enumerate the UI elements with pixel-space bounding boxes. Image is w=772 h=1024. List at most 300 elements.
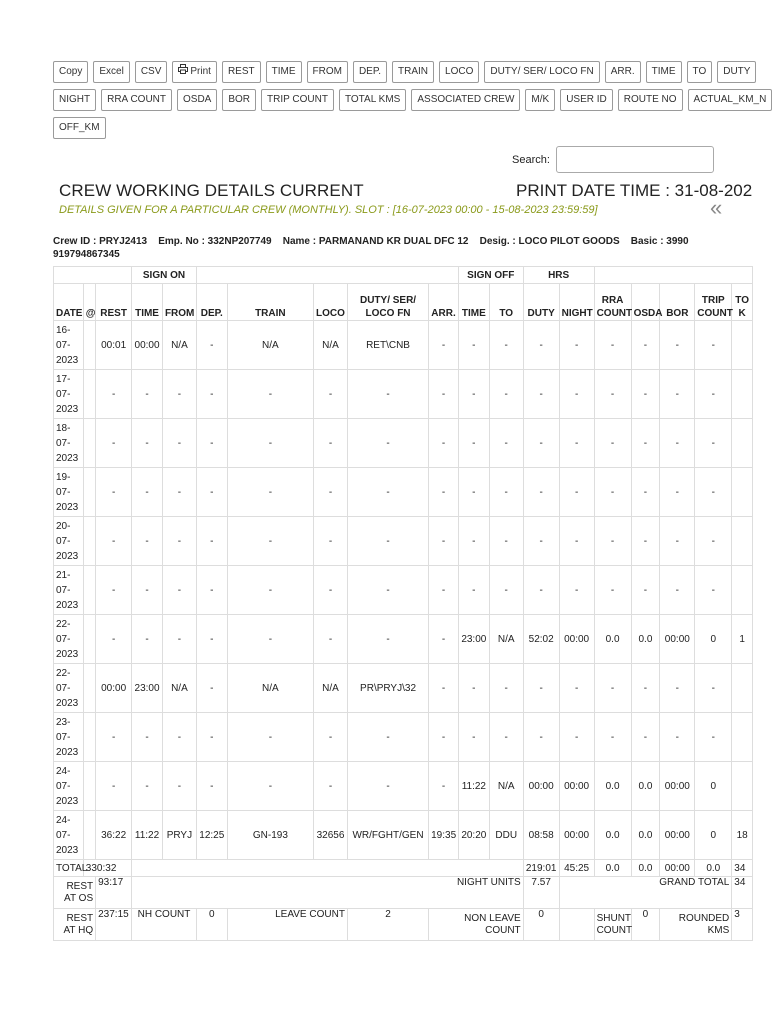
table-cell: 00:00 <box>559 811 594 860</box>
table-cell: N/A <box>314 664 348 713</box>
table-cell: N/A <box>162 321 196 370</box>
table-cell <box>732 713 753 762</box>
table-cell: 00:00 <box>660 762 695 811</box>
table-cell: 00:01 <box>96 321 132 370</box>
table-cell: 1 <box>732 615 753 664</box>
table-cell: - <box>523 419 559 468</box>
table-cell: - <box>196 517 227 566</box>
table-cell: N/A <box>162 664 196 713</box>
table-cell: - <box>594 468 631 517</box>
table-cell <box>83 321 95 370</box>
table-cell: 0.0 <box>594 615 631 664</box>
button-label: TRIP COUNT <box>267 94 328 105</box>
table-cell: - <box>458 321 489 370</box>
table-cell: - <box>660 419 695 468</box>
actual-km-n-button[interactable] <box>688 89 772 111</box>
column-header[interactable]: @ <box>83 284 95 321</box>
button-label: TOTAL KMS <box>344 94 401 105</box>
table-cell: 0.0 <box>594 811 631 860</box>
nh-count-value: 0 <box>196 909 227 941</box>
table-row <box>54 713 753 762</box>
bor-button[interactable] <box>222 89 256 111</box>
table-cell <box>83 566 95 615</box>
table-cell: - <box>489 664 523 713</box>
table-cell: 11:22 <box>132 811 163 860</box>
table-cell: - <box>559 321 594 370</box>
table-cell: - <box>132 468 163 517</box>
button-label: OFF_KM <box>59 122 100 133</box>
arr-button[interactable] <box>605 61 641 83</box>
table-cell: - <box>314 713 348 762</box>
table-cell: - <box>523 321 559 370</box>
button-label: DUTY <box>723 66 751 77</box>
table-cell: - <box>429 517 459 566</box>
table-cell: - <box>559 468 594 517</box>
table-cell: N/A <box>489 762 523 811</box>
table-cell: - <box>347 370 428 419</box>
table-row <box>54 615 753 664</box>
table-cell: - <box>347 419 428 468</box>
dep-button[interactable] <box>353 61 387 83</box>
table-cell: 00:00 <box>660 811 695 860</box>
table-cell: - <box>196 419 227 468</box>
button-label: OSDA <box>183 94 212 105</box>
column-header[interactable]: OSDA <box>631 284 660 321</box>
time-button[interactable] <box>646 61 682 83</box>
table-cell <box>732 468 753 517</box>
table-cell: - <box>162 468 196 517</box>
table-cell: 20:20 <box>458 811 489 860</box>
table-cell: - <box>429 566 459 615</box>
from-button[interactable] <box>307 61 348 83</box>
table-cell: 0.0 <box>631 811 660 860</box>
crew-table-wrapper <box>53 266 749 986</box>
table-cell: - <box>695 419 732 468</box>
button-label: TIME <box>271 66 296 77</box>
nh-count-label: NH COUNT <box>132 909 197 941</box>
table-cell: PR\PRYJ\32 <box>347 664 428 713</box>
table-cell: 0 <box>695 811 732 860</box>
column-header[interactable]: FROM <box>162 284 196 321</box>
column-header[interactable]: NIGHT <box>559 284 594 321</box>
trip-count-button[interactable] <box>261 89 334 111</box>
button-label: DEP. <box>358 66 382 77</box>
table-row <box>54 321 753 370</box>
off-km-button[interactable] <box>53 117 106 139</box>
table-cell: - <box>196 615 227 664</box>
total-kms-button[interactable] <box>339 89 406 111</box>
search-input[interactable] <box>556 146 714 173</box>
table-cell: - <box>631 370 660 419</box>
button-label: TRAIN <box>398 66 429 77</box>
loco-button[interactable] <box>439 61 479 83</box>
table-cell: - <box>196 664 227 713</box>
table-cell <box>732 762 753 811</box>
summary-row-1 <box>54 877 753 909</box>
totals-rra: 0.0 <box>594 860 631 877</box>
date-cell: 22-07-2023 <box>54 615 84 664</box>
toolbar-row-2 <box>53 89 767 111</box>
table-cell: - <box>631 321 660 370</box>
route-no-button[interactable] <box>618 89 683 111</box>
table-cell <box>732 321 753 370</box>
column-header[interactable]: DEP. <box>196 284 227 321</box>
date-cell: 18-07-2023 <box>54 419 84 468</box>
date-cell: 24-07-2023 <box>54 811 84 860</box>
table-cell <box>83 517 95 566</box>
column-header[interactable]: LOCO <box>314 284 348 321</box>
table-cell: 0.0 <box>631 615 660 664</box>
table-cell: - <box>489 321 523 370</box>
button-label: NIGHT <box>59 94 91 105</box>
night-units-value: 7.57 <box>523 877 559 909</box>
table-cell: - <box>695 566 732 615</box>
table-cell: - <box>489 517 523 566</box>
table-cell: - <box>559 370 594 419</box>
rounded-kms-label: ROUNDED KMS <box>660 909 732 941</box>
table-cell: - <box>162 370 196 419</box>
table-cell: - <box>559 419 594 468</box>
column-header[interactable]: DUTY <box>523 284 559 321</box>
table-cell: - <box>429 321 459 370</box>
table-cell: - <box>196 370 227 419</box>
night-button[interactable] <box>53 89 96 111</box>
table-cell: - <box>196 321 227 370</box>
table-cell: - <box>347 468 428 517</box>
user-id-button[interactable] <box>560 89 613 111</box>
table-cell: - <box>594 713 631 762</box>
table-cell: DDU <box>489 811 523 860</box>
table-cell: 36:22 <box>96 811 132 860</box>
table-cell: - <box>132 517 163 566</box>
button-label: ARR. <box>610 66 635 77</box>
table-cell: 00:00 <box>559 762 594 811</box>
table-cell: - <box>162 713 196 762</box>
rounded-kms-value: 3 <box>732 909 753 941</box>
table-cell: - <box>429 713 459 762</box>
table-row <box>54 468 753 517</box>
table-cell: - <box>347 762 428 811</box>
table-cell: 12:25 <box>196 811 227 860</box>
date-cell: 17-07-2023 <box>54 370 84 419</box>
search-label: Search: <box>512 153 550 166</box>
table-cell: - <box>227 615 313 664</box>
button-label: DUTY/ SER/ LOCO FN <box>490 66 594 77</box>
table-cell <box>83 811 95 860</box>
table-cell <box>83 762 95 811</box>
table-cell: - <box>695 370 732 419</box>
table-row <box>54 811 753 860</box>
search-box <box>512 146 714 173</box>
table-cell: 23:00 <box>132 664 163 713</box>
totals-row <box>54 860 753 877</box>
night-units-label: NIGHT UNITS <box>132 877 524 909</box>
table-cell: 0 <box>695 762 732 811</box>
table-cell: - <box>96 468 132 517</box>
toolbar-row-3 <box>53 117 713 139</box>
totals-label: TOTAL <box>54 860 84 877</box>
table-cell: - <box>594 664 631 713</box>
table-cell <box>83 713 95 762</box>
table-cell: - <box>559 517 594 566</box>
table-cell: 19:35 <box>429 811 459 860</box>
date-cell: 20-07-2023 <box>54 517 84 566</box>
button-label: TO <box>692 66 707 77</box>
column-header[interactable]: REST <box>96 284 132 321</box>
table-cell: - <box>162 517 196 566</box>
column-header[interactable]: DATE <box>54 284 84 321</box>
column-header[interactable]: BOR <box>660 284 695 321</box>
table-cell: - <box>660 321 695 370</box>
table-cell: N/A <box>227 321 313 370</box>
table-cell: - <box>458 370 489 419</box>
table-cell: - <box>660 468 695 517</box>
associated-crew-button[interactable] <box>411 89 520 111</box>
table-cell: - <box>314 762 348 811</box>
table-cell: - <box>96 419 132 468</box>
table-cell: - <box>458 713 489 762</box>
train-button[interactable] <box>392 61 434 83</box>
table-cell: 18 <box>732 811 753 860</box>
table-cell: - <box>458 468 489 517</box>
table-cell: - <box>631 713 660 762</box>
table-cell: - <box>594 517 631 566</box>
table-cell: - <box>132 713 163 762</box>
column-header[interactable]: DUTY/ SER/ LOCO FN <box>347 284 428 321</box>
table-cell: - <box>695 664 732 713</box>
table-cell: - <box>227 517 313 566</box>
group-hrs: HRS <box>523 267 594 284</box>
table-row <box>54 517 753 566</box>
page-title: CREW WORKING DETAILS CURRENT <box>59 181 364 200</box>
crew-info <box>53 235 689 261</box>
column-header[interactable]: TRIP COUNT <box>695 284 732 321</box>
table-cell: - <box>429 419 459 468</box>
table-cell: - <box>458 664 489 713</box>
column-header[interactable]: RRA COUNT <box>594 284 631 321</box>
table-cell <box>83 419 95 468</box>
table-cell <box>732 517 753 566</box>
double-chevron-left-icon[interactable]: « <box>710 195 723 220</box>
non-leave-count-value: 0 <box>523 909 559 941</box>
table-row <box>54 419 753 468</box>
button-label: BOR <box>228 94 251 105</box>
totals-total-kms: 34 <box>732 860 753 877</box>
button-label: ACTUAL_KM_N <box>693 94 767 105</box>
button-label: FROM <box>312 66 342 77</box>
table-cell: 52:02 <box>523 615 559 664</box>
table-cell: - <box>96 517 132 566</box>
table-cell: - <box>695 468 732 517</box>
table-cell: 0.0 <box>631 762 660 811</box>
table-cell: 00:00 <box>96 664 132 713</box>
export-toolbar <box>53 61 767 145</box>
table-cell: - <box>227 419 313 468</box>
table-row <box>54 664 753 713</box>
table-cell: - <box>132 762 163 811</box>
column-header[interactable]: ARR. <box>429 284 459 321</box>
button-label: TIME <box>651 66 676 77</box>
table-cell: - <box>132 419 163 468</box>
toolbar-row-1 <box>53 61 751 83</box>
crew-info-line: Crew ID : PRYJ2413 Emp. No : 332NP207749 Name : PARMANAND KR DUAL DFC 12 Desig. : LOCO PILOT GOODS Basic : 3990 <box>53 236 689 247</box>
group-sign-on: SIGN ON <box>132 267 197 284</box>
to-button[interactable] <box>687 61 713 83</box>
totals-bor: 00:00 <box>660 860 695 877</box>
table-cell: - <box>695 517 732 566</box>
table-body <box>54 321 753 860</box>
crew-phone: 919794867345 <box>53 249 120 260</box>
button-label: CSV <box>140 66 162 77</box>
rest-at-hq-value: 237:15 <box>96 909 132 941</box>
table-cell <box>83 615 95 664</box>
group-sign-off: SIGN OFF <box>458 267 523 284</box>
shunt-count-label: SHUNT COUNT <box>594 909 631 941</box>
table-cell: - <box>523 370 559 419</box>
non-leave-count-label: NON LEAVE COUNT <box>429 909 524 941</box>
column-header-row <box>54 284 753 321</box>
button-label: Print <box>190 66 211 77</box>
table-cell: - <box>96 713 132 762</box>
table-cell: PRYJ <box>162 811 196 860</box>
rest-button[interactable] <box>222 61 261 83</box>
table-cell: 00:00 <box>132 321 163 370</box>
copy-button[interactable] <box>53 61 88 83</box>
excel-button[interactable] <box>93 61 129 83</box>
table-cell: - <box>489 713 523 762</box>
table-cell: - <box>96 762 132 811</box>
table-cell: - <box>489 370 523 419</box>
table-cell <box>732 370 753 419</box>
summary-row-2 <box>54 909 753 941</box>
print-button[interactable] <box>172 61 217 83</box>
totals-rest: 330:32 <box>83 860 131 877</box>
table-cell: - <box>523 566 559 615</box>
table-cell: - <box>559 566 594 615</box>
printer-icon <box>178 62 188 82</box>
table-cell: - <box>660 713 695 762</box>
table-cell: - <box>523 517 559 566</box>
table-cell: - <box>631 664 660 713</box>
button-label: ROUTE NO <box>623 94 677 105</box>
table-cell: - <box>314 566 348 615</box>
table-cell: - <box>489 566 523 615</box>
table-cell: 08:58 <box>523 811 559 860</box>
table-cell: - <box>489 468 523 517</box>
table-cell: - <box>347 517 428 566</box>
table-cell: - <box>660 664 695 713</box>
table-cell: 00:00 <box>660 615 695 664</box>
table-cell: WR/FGHT/GEN <box>347 811 428 860</box>
crew-working-table <box>53 266 753 941</box>
column-header[interactable]: TIME <box>458 284 489 321</box>
button-label: REST <box>227 66 255 77</box>
date-cell: 21-07-2023 <box>54 566 84 615</box>
table-cell: 00:00 <box>523 762 559 811</box>
csv-button[interactable] <box>135 61 168 83</box>
column-header[interactable]: TRAIN <box>227 284 313 321</box>
date-cell: 24-07-2023 <box>54 762 84 811</box>
table-cell: - <box>429 370 459 419</box>
table-cell: - <box>660 517 695 566</box>
button-label: ASSOCIATED CREW <box>417 94 515 105</box>
table-cell <box>732 419 753 468</box>
m-k-button[interactable] <box>525 89 555 111</box>
table-cell: 32656 <box>314 811 348 860</box>
duty-button[interactable] <box>717 61 756 83</box>
table-cell: - <box>227 468 313 517</box>
page-subtitle: DETAILS GIVEN FOR A PARTICULAR CREW (MONTHLY). SLOT : [16-07-2023 00:00 - 15-08-2023 23:59:59] <box>59 204 598 216</box>
table-cell <box>732 664 753 713</box>
button-label: Copy <box>59 66 83 77</box>
rest-at-os-value: 93:17 <box>96 877 132 909</box>
column-header[interactable]: TIME <box>132 284 163 321</box>
column-header[interactable]: TO K <box>732 284 753 321</box>
table-cell: - <box>96 370 132 419</box>
table-cell: - <box>631 419 660 468</box>
leave-count-value: 2 <box>347 909 428 941</box>
table-cell: - <box>458 517 489 566</box>
table-cell: 0 <box>695 615 732 664</box>
table-cell: - <box>314 615 348 664</box>
table-cell: - <box>458 566 489 615</box>
totals-night: 45:25 <box>559 860 594 877</box>
button-label: Excel <box>99 66 124 77</box>
table-cell: - <box>196 713 227 762</box>
button-label: M/K <box>531 94 550 105</box>
table-cell: 23:00 <box>458 615 489 664</box>
table-cell: GN-193 <box>227 811 313 860</box>
table-cell: - <box>132 370 163 419</box>
table-cell: - <box>429 762 459 811</box>
time-button[interactable] <box>266 61 302 83</box>
rra-count-button[interactable] <box>101 89 172 111</box>
table-cell: - <box>227 566 313 615</box>
table-row <box>54 566 753 615</box>
table-cell: - <box>594 321 631 370</box>
table-cell: - <box>594 370 631 419</box>
table-cell: RET\CNB <box>347 321 428 370</box>
column-header[interactable]: TO <box>489 284 523 321</box>
table-cell: - <box>196 762 227 811</box>
duty-ser-loco-fn-button[interactable] <box>484 61 599 83</box>
table-cell: - <box>631 468 660 517</box>
table-cell <box>83 468 95 517</box>
table-cell: - <box>196 566 227 615</box>
table-cell: - <box>695 713 732 762</box>
table-cell: - <box>347 713 428 762</box>
rest-at-os-label: REST AT OS <box>54 877 96 909</box>
table-cell: - <box>347 566 428 615</box>
table-cell: - <box>314 370 348 419</box>
table-cell: - <box>660 566 695 615</box>
table-cell: - <box>227 370 313 419</box>
grand-total-value: 34 <box>732 877 753 909</box>
table-cell <box>83 370 95 419</box>
table-cell: - <box>132 615 163 664</box>
table-cell: - <box>594 419 631 468</box>
shunt-count-value: 0 <box>631 909 660 941</box>
table-cell: - <box>523 664 559 713</box>
osda-button[interactable] <box>177 89 217 111</box>
table-cell: - <box>162 419 196 468</box>
table-cell: N/A <box>227 664 313 713</box>
table-cell: - <box>660 370 695 419</box>
table-cell: - <box>162 615 196 664</box>
button-label: LOCO <box>445 66 474 77</box>
table-cell: - <box>631 517 660 566</box>
table-cell: - <box>96 615 132 664</box>
